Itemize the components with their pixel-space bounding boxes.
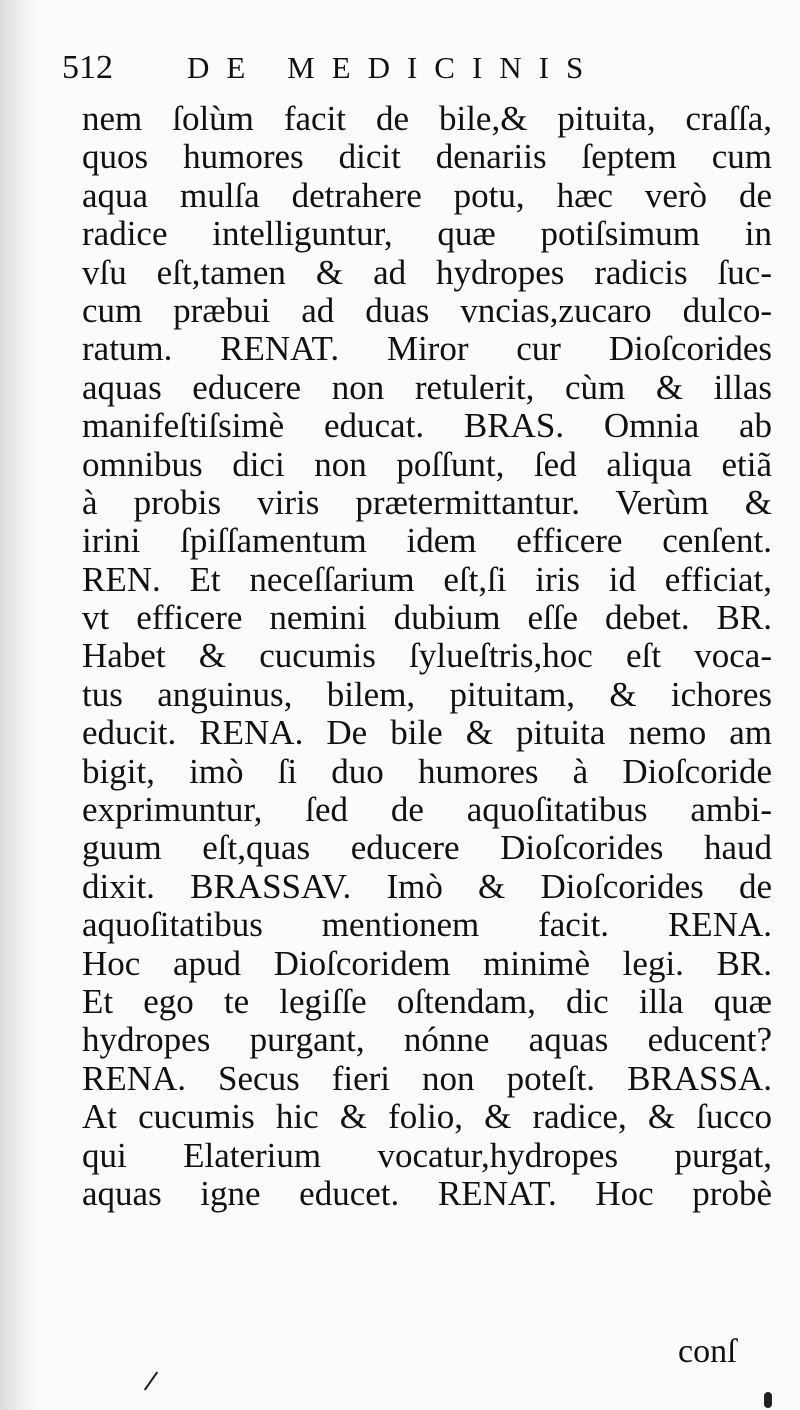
ink-blot: [764, 1392, 772, 1408]
text-line: aquas igne educet. RENAT. Hoc probè: [82, 1173, 772, 1213]
text-line: aquoſitatibus mentionem facit. RENA.: [82, 905, 772, 945]
running-head: DE MEDICINIS: [187, 50, 601, 85]
body-text: [82, 100, 772, 1213]
text-line: dixit. BRASSAV. Imò & Dioſcorides de: [82, 866, 772, 906]
text-line: nem ſolùm facit de bile,& pituita, craſſa,: [82, 99, 772, 138]
catchword: conſ: [678, 1333, 737, 1370]
text-line: cum præbui ad duas vncias,zucaro dulco-: [82, 290, 772, 330]
page-number: 512: [62, 49, 113, 86]
text-line: At cucumis hic & folio, & radice, & ſucco: [82, 1097, 772, 1137]
text-line: RENA. Secus fieri non poteſt. BRASSA.: [82, 1058, 772, 1098]
text-line: radice intelliguntur, quæ potiſsimum in: [82, 214, 772, 254]
text-line: educit. RENA. De bile & pituita nemo am: [82, 713, 772, 753]
text-line: tus anguinus, bilem, pituitam, & ichores: [82, 674, 772, 714]
text-line: Habet & cucumis ſylueſtris,hoc eſt voca-: [82, 636, 772, 676]
text-line: qui Elaterium vocatur,hydropes purgat,: [82, 1135, 772, 1175]
gutter-shadow: [0, 0, 38, 1410]
text-line: manifeſtiſsimè educat. BRAS. Omnia ab: [82, 406, 772, 446]
text-line: omnibus dici non poſſunt, ſed aliqua etiã: [82, 444, 772, 484]
ink-mark: [144, 1371, 158, 1390]
text-line: Et ego te legiſſe oſtendam, dic illa quæ: [82, 981, 772, 1021]
text-line: aqua mulſa detrahere potu, hæc verò de: [82, 175, 772, 215]
text-line: vſu eſt,tamen & ad hydropes radicis ſuc-: [82, 252, 772, 292]
text-line: irini ſpiſſamentum idem efficere cenſent.: [82, 521, 772, 561]
text-line: ratum. RENAT. Miror cur Dioſcorides: [82, 329, 772, 369]
page-header: [62, 40, 622, 96]
text-line: exprimuntur, ſed de aquoſitatibus ambi-: [82, 790, 772, 830]
text-line: Hoc apud Dioſcoridem minimè legi. BR.: [82, 943, 772, 983]
text-line: REN. Et neceſſarium eſt,ſi iris id efficiat,: [82, 559, 772, 599]
text-line: guum eſt,quas educere Dioſcorides haud: [82, 828, 772, 868]
text-line: bigit, imò ſi duo humores à Dioſcoride: [82, 751, 772, 791]
text-line: hydropes purgant, nónne aquas educent?: [82, 1020, 772, 1060]
text-line: vt efficere nemini dubium eſſe debet. BR.: [82, 598, 772, 638]
text-line: quos humores dicit denariis ſeptem cum: [82, 137, 772, 177]
text-line: à probis viris prætermittantur. Verùm &: [82, 482, 772, 522]
text-line: aquas educere non retulerit, cùm & illas: [82, 367, 772, 407]
